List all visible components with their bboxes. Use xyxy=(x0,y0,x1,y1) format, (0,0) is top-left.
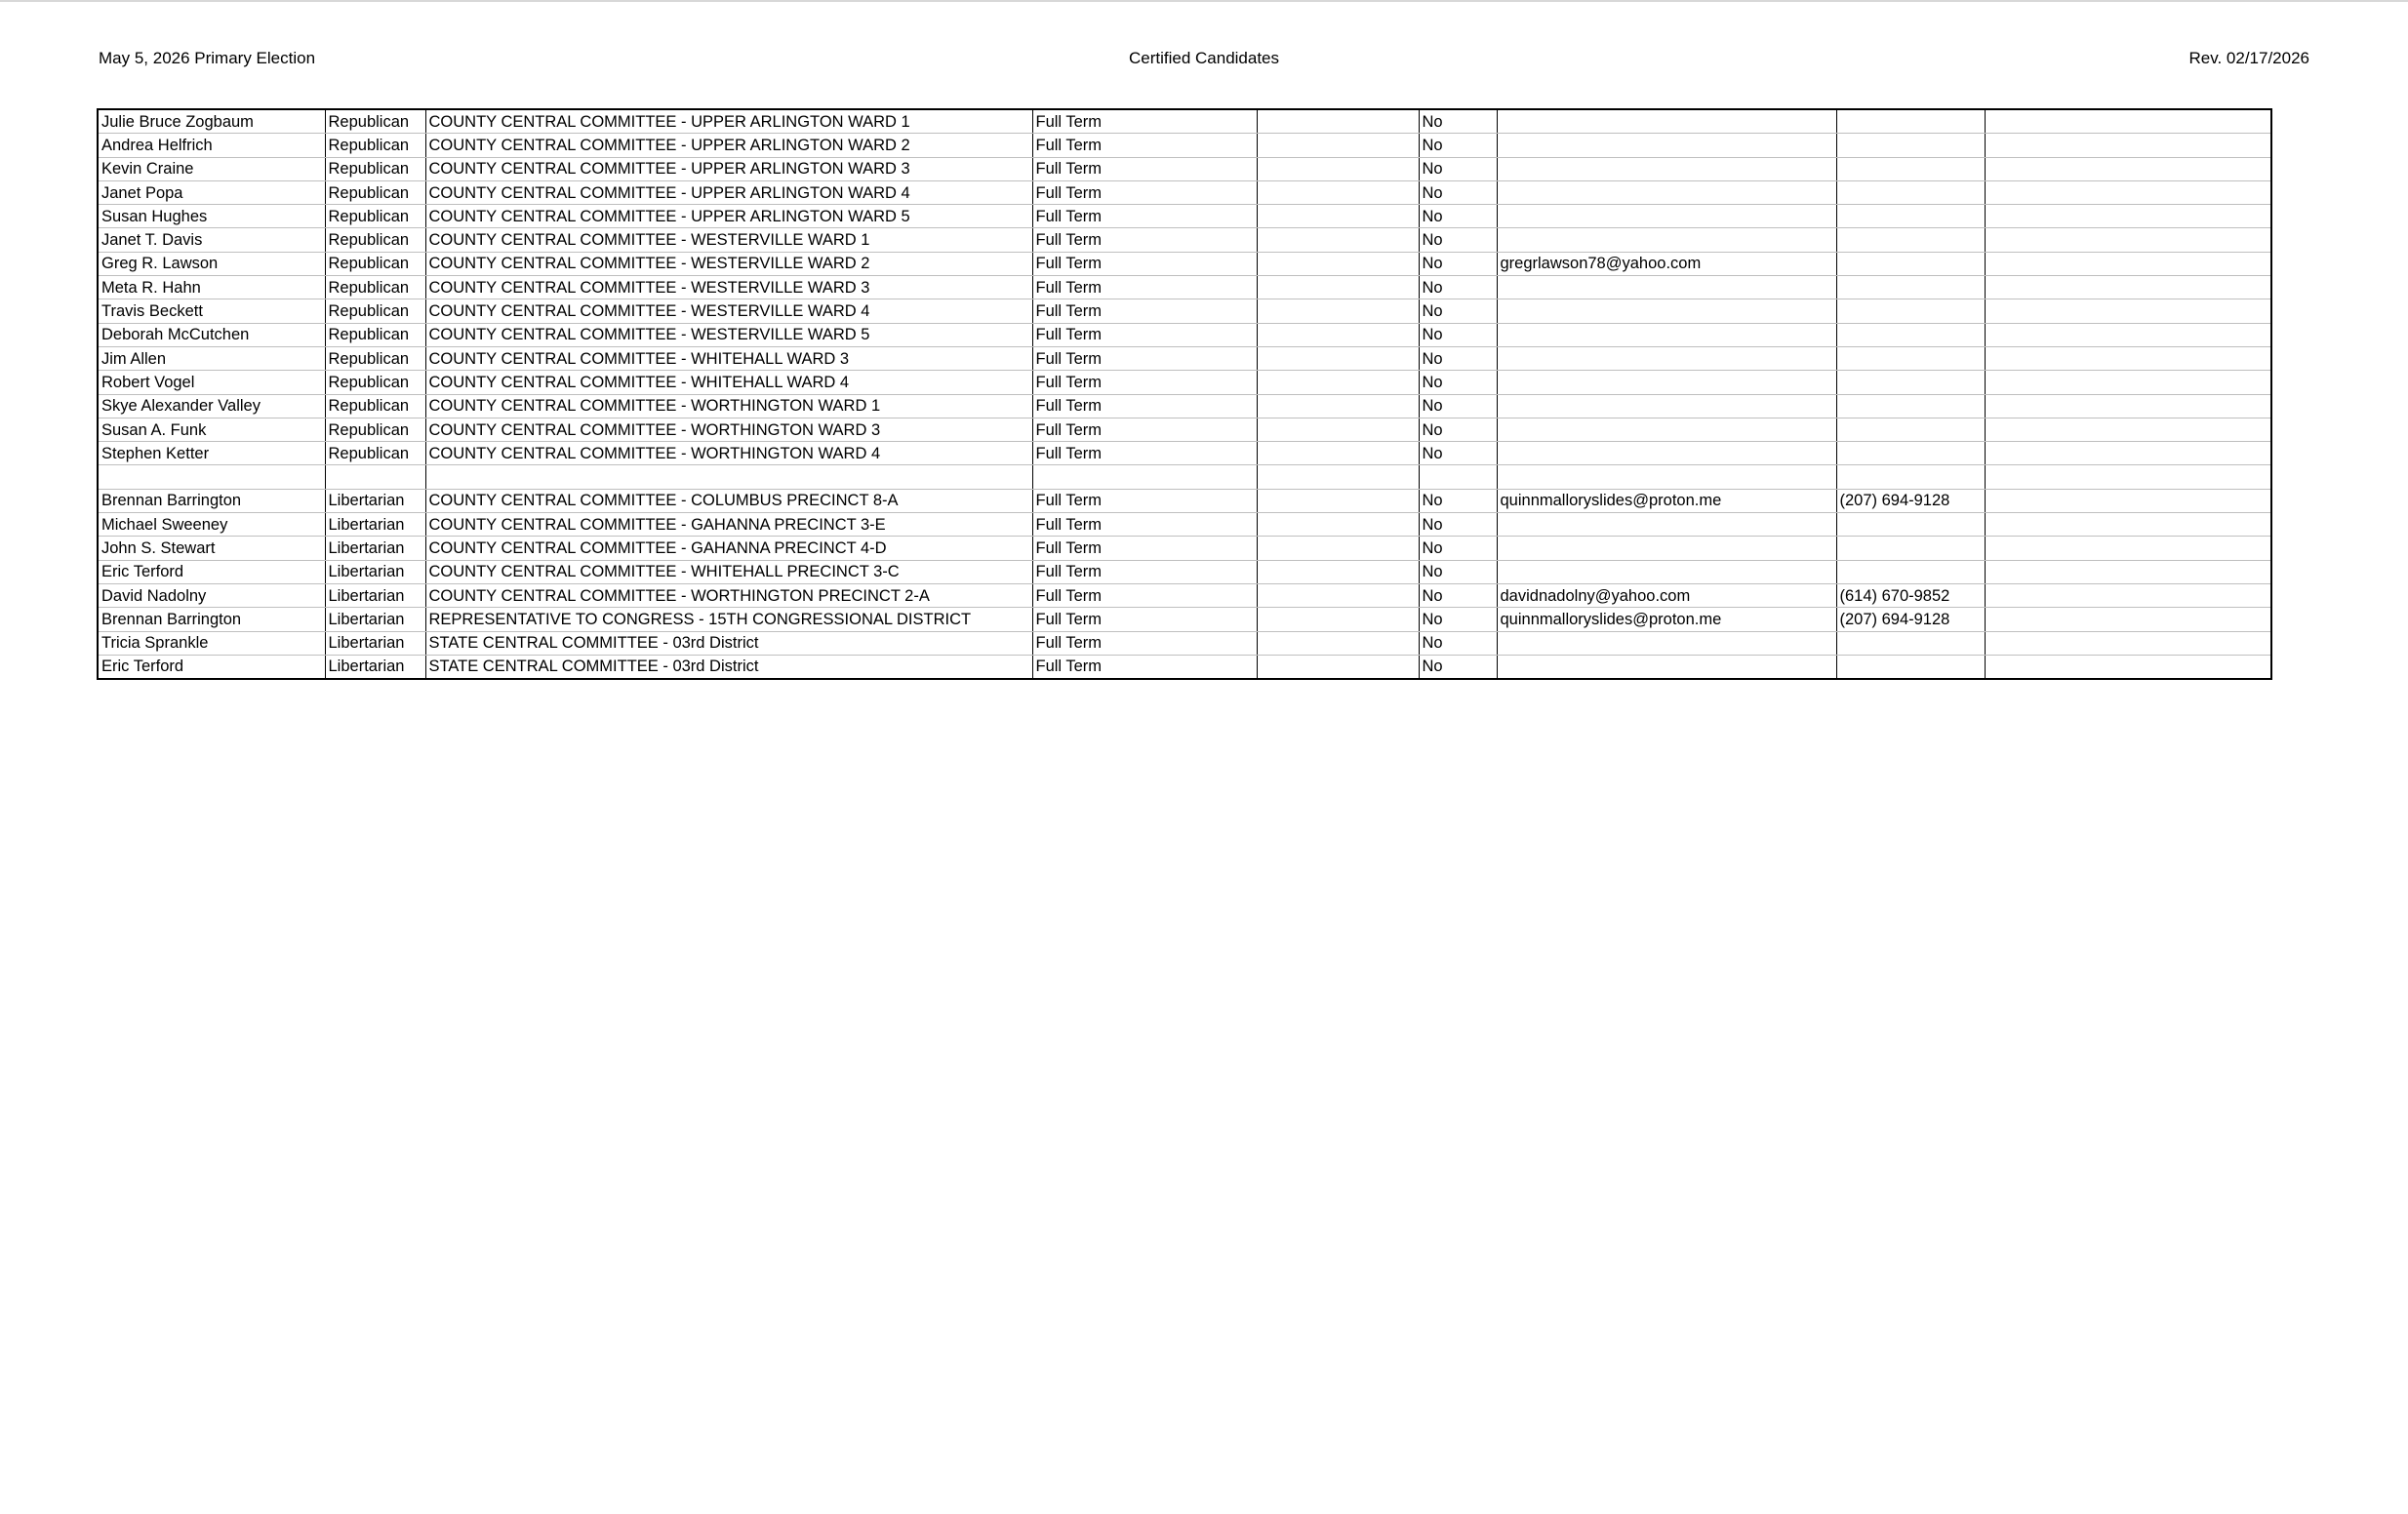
term-cell: Full Term xyxy=(1032,346,1257,370)
phone-cell xyxy=(1836,465,1985,489)
party-cell: Republican xyxy=(325,442,425,465)
email-cell xyxy=(1497,228,1836,252)
office-cell: COUNTY CENTRAL COMMITTEE - WESTERVILLE WARD 4 xyxy=(425,299,1032,323)
blank-cell xyxy=(1257,157,1419,180)
incumbent-cell: No xyxy=(1419,418,1497,441)
candidates-table xyxy=(97,108,2272,680)
table-row xyxy=(98,276,2271,299)
blank-cell xyxy=(1257,276,1419,299)
blank-cell xyxy=(1257,205,1419,228)
candidate-name-cell: Brennan Barrington xyxy=(98,489,325,512)
extra-cell xyxy=(1985,180,2271,204)
phone-cell xyxy=(1836,323,1985,346)
term-cell: Full Term xyxy=(1032,583,1257,607)
phone-cell xyxy=(1836,228,1985,252)
party-cell: Libertarian xyxy=(325,537,425,560)
office-cell: REPRESENTATIVE TO CONGRESS - 15TH CONGRESSIONAL DISTRICT xyxy=(425,608,1032,631)
party-cell: Republican xyxy=(325,252,425,275)
candidate-name-cell: Kevin Craine xyxy=(98,157,325,180)
candidate-name-cell: Tricia Sprankle xyxy=(98,631,325,655)
candidate-name-cell xyxy=(98,465,325,489)
table-row xyxy=(98,513,2271,537)
party-cell: Republican xyxy=(325,323,425,346)
blank-cell xyxy=(1257,299,1419,323)
blank-cell xyxy=(1257,228,1419,252)
table-row xyxy=(98,631,2271,655)
party-cell: Republican xyxy=(325,180,425,204)
term-cell: Full Term xyxy=(1032,205,1257,228)
blank-cell xyxy=(1257,371,1419,394)
table-row xyxy=(98,346,2271,370)
email-cell xyxy=(1497,299,1836,323)
incumbent-cell: No xyxy=(1419,394,1497,418)
incumbent-cell: No xyxy=(1419,180,1497,204)
table-row xyxy=(98,205,2271,228)
table-row xyxy=(98,180,2271,204)
incumbent-cell: No xyxy=(1419,299,1497,323)
blank-cell xyxy=(1257,323,1419,346)
office-cell: COUNTY CENTRAL COMMITTEE - WHITEHALL PRECINCT 3-C xyxy=(425,560,1032,583)
term-cell: Full Term xyxy=(1032,252,1257,275)
extra-cell xyxy=(1985,583,2271,607)
incumbent-cell xyxy=(1419,465,1497,489)
incumbent-cell: No xyxy=(1419,631,1497,655)
term-cell xyxy=(1032,465,1257,489)
extra-cell xyxy=(1985,299,2271,323)
term-cell: Full Term xyxy=(1032,537,1257,560)
table-row xyxy=(98,583,2271,607)
extra-cell xyxy=(1985,228,2271,252)
party-cell: Libertarian xyxy=(325,608,425,631)
candidates-table-body xyxy=(98,109,2271,679)
party-cell: Libertarian xyxy=(325,560,425,583)
phone-cell xyxy=(1836,180,1985,204)
incumbent-cell: No xyxy=(1419,205,1497,228)
extra-cell xyxy=(1985,371,2271,394)
table-row xyxy=(98,560,2271,583)
email-cell xyxy=(1497,346,1836,370)
extra-cell xyxy=(1985,276,2271,299)
table-row xyxy=(98,228,2271,252)
email-cell xyxy=(1497,205,1836,228)
blank-cell xyxy=(1257,608,1419,631)
term-cell: Full Term xyxy=(1032,371,1257,394)
table-row xyxy=(98,299,2271,323)
office-cell: COUNTY CENTRAL COMMITTEE - GAHANNA PRECINCT 3-E xyxy=(425,513,1032,537)
extra-cell xyxy=(1985,442,2271,465)
phone-cell xyxy=(1836,655,1985,679)
extra-cell xyxy=(1985,157,2271,180)
phone-cell xyxy=(1836,631,1985,655)
candidate-name-cell: Travis Beckett xyxy=(98,299,325,323)
table-row xyxy=(98,371,2271,394)
office-cell: COUNTY CENTRAL COMMITTEE - WORTHINGTON WARD 4 xyxy=(425,442,1032,465)
email-cell xyxy=(1497,371,1836,394)
phone-cell: (207) 694-9128 xyxy=(1836,489,1985,512)
candidate-name-cell: Janet T. Davis xyxy=(98,228,325,252)
term-cell: Full Term xyxy=(1032,655,1257,679)
office-cell: STATE CENTRAL COMMITTEE - 03rd District xyxy=(425,631,1032,655)
email-cell xyxy=(1497,180,1836,204)
extra-cell xyxy=(1985,513,2271,537)
candidate-name-cell: David Nadolny xyxy=(98,583,325,607)
phone-cell xyxy=(1836,371,1985,394)
table-row xyxy=(98,489,2271,512)
office-cell: COUNTY CENTRAL COMMITTEE - WESTERVILLE WARD 5 xyxy=(425,323,1032,346)
incumbent-cell: No xyxy=(1419,489,1497,512)
party-cell: Republican xyxy=(325,371,425,394)
email-cell xyxy=(1497,465,1836,489)
term-cell: Full Term xyxy=(1032,608,1257,631)
office-cell: COUNTY CENTRAL COMMITTEE - COLUMBUS PRECINCT 8-A xyxy=(425,489,1032,512)
revision-date: Rev. 02/17/2026 xyxy=(2188,49,2309,67)
email-cell xyxy=(1497,323,1836,346)
extra-cell xyxy=(1985,655,2271,679)
candidate-name-cell: Stephen Ketter xyxy=(98,442,325,465)
party-cell: Republican xyxy=(325,205,425,228)
office-cell: STATE CENTRAL COMMITTEE - 03rd District xyxy=(425,655,1032,679)
email-cell xyxy=(1497,560,1836,583)
term-cell: Full Term xyxy=(1032,109,1257,134)
phone-cell xyxy=(1836,205,1985,228)
incumbent-cell: No xyxy=(1419,252,1497,275)
term-cell: Full Term xyxy=(1032,157,1257,180)
candidate-name-cell: Meta R. Hahn xyxy=(98,276,325,299)
party-cell: Libertarian xyxy=(325,655,425,679)
party-cell: Libertarian xyxy=(325,631,425,655)
incumbent-cell: No xyxy=(1419,157,1497,180)
blank-cell xyxy=(1257,418,1419,441)
phone-cell xyxy=(1836,537,1985,560)
table-row xyxy=(98,442,2271,465)
blank-cell xyxy=(1257,560,1419,583)
incumbent-cell: No xyxy=(1419,583,1497,607)
office-cell: COUNTY CENTRAL COMMITTEE - WESTERVILLE WARD 3 xyxy=(425,276,1032,299)
email-cell xyxy=(1497,394,1836,418)
term-cell: Full Term xyxy=(1032,228,1257,252)
office-cell: COUNTY CENTRAL COMMITTEE - WHITEHALL WARD 4 xyxy=(425,371,1032,394)
candidate-name-cell: Skye Alexander Valley xyxy=(98,394,325,418)
party-cell xyxy=(325,465,425,489)
phone-cell xyxy=(1836,513,1985,537)
phone-cell xyxy=(1836,252,1985,275)
extra-cell xyxy=(1985,109,2271,134)
table-row xyxy=(98,608,2271,631)
party-cell: Republican xyxy=(325,276,425,299)
incumbent-cell: No xyxy=(1419,560,1497,583)
term-cell: Full Term xyxy=(1032,134,1257,157)
blank-cell xyxy=(1257,489,1419,512)
phone-cell xyxy=(1836,394,1985,418)
term-cell: Full Term xyxy=(1032,513,1257,537)
incumbent-cell: No xyxy=(1419,323,1497,346)
table-row xyxy=(98,394,2271,418)
table-row xyxy=(98,252,2271,275)
party-cell: Republican xyxy=(325,134,425,157)
email-cell xyxy=(1497,157,1836,180)
incumbent-cell: No xyxy=(1419,276,1497,299)
incumbent-cell: No xyxy=(1419,228,1497,252)
incumbent-cell: No xyxy=(1419,109,1497,134)
phone-cell: (207) 694-9128 xyxy=(1836,608,1985,631)
office-cell: COUNTY CENTRAL COMMITTEE - UPPER ARLINGTON WARD 4 xyxy=(425,180,1032,204)
office-cell: COUNTY CENTRAL COMMITTEE - WESTERVILLE WARD 2 xyxy=(425,252,1032,275)
incumbent-cell: No xyxy=(1419,134,1497,157)
extra-cell xyxy=(1985,560,2271,583)
term-cell: Full Term xyxy=(1032,442,1257,465)
candidate-name-cell: Janet Popa xyxy=(98,180,325,204)
phone-cell xyxy=(1836,418,1985,441)
office-cell: COUNTY CENTRAL COMMITTEE - WESTERVILLE WARD 1 xyxy=(425,228,1032,252)
candidate-name-cell: Greg R. Lawson xyxy=(98,252,325,275)
extra-cell xyxy=(1985,465,2271,489)
phone-cell xyxy=(1836,442,1985,465)
email-cell xyxy=(1497,442,1836,465)
phone-cell xyxy=(1836,346,1985,370)
incumbent-cell: No xyxy=(1419,442,1497,465)
email-cell xyxy=(1497,134,1836,157)
email-cell xyxy=(1497,418,1836,441)
term-cell: Full Term xyxy=(1032,631,1257,655)
blank-cell xyxy=(1257,513,1419,537)
extra-cell xyxy=(1985,489,2271,512)
candidate-name-cell: Susan Hughes xyxy=(98,205,325,228)
candidate-name-cell: Jim Allen xyxy=(98,346,325,370)
incumbent-cell: No xyxy=(1419,346,1497,370)
email-cell: davidnadolny@yahoo.com xyxy=(1497,583,1836,607)
candidate-name-cell: Eric Terford xyxy=(98,560,325,583)
phone-cell xyxy=(1836,109,1985,134)
email-cell xyxy=(1497,276,1836,299)
table-row xyxy=(98,157,2271,180)
candidate-name-cell: Deborah McCutchen xyxy=(98,323,325,346)
candidate-name-cell: Andrea Helfrich xyxy=(98,134,325,157)
party-cell: Republican xyxy=(325,418,425,441)
email-cell xyxy=(1497,655,1836,679)
incumbent-cell: No xyxy=(1419,655,1497,679)
extra-cell xyxy=(1985,418,2271,441)
party-cell: Republican xyxy=(325,346,425,370)
party-cell: Libertarian xyxy=(325,489,425,512)
candidate-name-cell: Eric Terford xyxy=(98,655,325,679)
table-row xyxy=(98,465,2271,489)
term-cell: Full Term xyxy=(1032,489,1257,512)
blank-cell xyxy=(1257,109,1419,134)
candidate-name-cell: Susan A. Funk xyxy=(98,418,325,441)
table-row xyxy=(98,537,2271,560)
phone-cell xyxy=(1836,299,1985,323)
email-cell xyxy=(1497,537,1836,560)
top-rule xyxy=(0,0,2408,2)
table-row xyxy=(98,655,2271,679)
candidate-name-cell: Robert Vogel xyxy=(98,371,325,394)
party-cell: Republican xyxy=(325,228,425,252)
phone-cell xyxy=(1836,134,1985,157)
incumbent-cell: No xyxy=(1419,513,1497,537)
blank-cell xyxy=(1257,583,1419,607)
office-cell: COUNTY CENTRAL COMMITTEE - WORTHINGTON WARD 3 xyxy=(425,418,1032,441)
incumbent-cell: No xyxy=(1419,371,1497,394)
phone-cell xyxy=(1836,276,1985,299)
email-cell: quinnmalloryslides@proton.me xyxy=(1497,608,1836,631)
table-row xyxy=(98,134,2271,157)
email-cell xyxy=(1497,513,1836,537)
office-cell: COUNTY CENTRAL COMMITTEE - GAHANNA PRECINCT 4-D xyxy=(425,537,1032,560)
party-cell: Libertarian xyxy=(325,583,425,607)
party-cell: Republican xyxy=(325,157,425,180)
office-cell: COUNTY CENTRAL COMMITTEE - UPPER ARLINGTON WARD 1 xyxy=(425,109,1032,134)
email-cell xyxy=(1497,109,1836,134)
email-cell: gregrlawson78@yahoo.com xyxy=(1497,252,1836,275)
phone-cell: (614) 670-9852 xyxy=(1836,583,1985,607)
extra-cell xyxy=(1985,608,2271,631)
blank-cell xyxy=(1257,134,1419,157)
blank-cell xyxy=(1257,252,1419,275)
term-cell: Full Term xyxy=(1032,560,1257,583)
table-row xyxy=(98,109,2271,134)
email-cell: quinnmalloryslides@proton.me xyxy=(1497,489,1836,512)
blank-cell xyxy=(1257,180,1419,204)
office-cell: COUNTY CENTRAL COMMITTEE - UPPER ARLINGTON WARD 5 xyxy=(425,205,1032,228)
candidate-name-cell: John S. Stewart xyxy=(98,537,325,560)
table-row xyxy=(98,323,2271,346)
party-cell: Republican xyxy=(325,394,425,418)
term-cell: Full Term xyxy=(1032,299,1257,323)
extra-cell xyxy=(1985,323,2271,346)
blank-cell xyxy=(1257,465,1419,489)
party-cell: Republican xyxy=(325,109,425,134)
office-cell: COUNTY CENTRAL COMMITTEE - UPPER ARLINGTON WARD 2 xyxy=(425,134,1032,157)
blank-cell xyxy=(1257,394,1419,418)
extra-cell xyxy=(1985,537,2271,560)
candidate-name-cell: Michael Sweeney xyxy=(98,513,325,537)
extra-cell xyxy=(1985,394,2271,418)
term-cell: Full Term xyxy=(1032,418,1257,441)
blank-cell xyxy=(1257,655,1419,679)
office-cell xyxy=(425,465,1032,489)
office-cell: COUNTY CENTRAL COMMITTEE - WORTHINGTON PRECINCT 2-A xyxy=(425,583,1032,607)
email-cell xyxy=(1497,631,1836,655)
election-title: May 5, 2026 Primary Election xyxy=(99,49,316,67)
office-cell: COUNTY CENTRAL COMMITTEE - WORTHINGTON WARD 1 xyxy=(425,394,1032,418)
candidate-name-cell: Brennan Barrington xyxy=(98,608,325,631)
office-cell: COUNTY CENTRAL COMMITTEE - UPPER ARLINGTON WARD 3 xyxy=(425,157,1032,180)
blank-cell xyxy=(1257,442,1419,465)
extra-cell xyxy=(1985,205,2271,228)
document-title: Certified Candidates xyxy=(1128,49,1280,67)
incumbent-cell: No xyxy=(1419,537,1497,560)
party-cell: Libertarian xyxy=(325,513,425,537)
blank-cell xyxy=(1257,537,1419,560)
term-cell: Full Term xyxy=(1032,323,1257,346)
blank-cell xyxy=(1257,346,1419,370)
incumbent-cell: No xyxy=(1419,608,1497,631)
office-cell: COUNTY CENTRAL COMMITTEE - WHITEHALL WARD 3 xyxy=(425,346,1032,370)
phone-cell xyxy=(1836,157,1985,180)
term-cell: Full Term xyxy=(1032,180,1257,204)
extra-cell xyxy=(1985,134,2271,157)
extra-cell xyxy=(1985,346,2271,370)
blank-cell xyxy=(1257,631,1419,655)
extra-cell xyxy=(1985,631,2271,655)
term-cell: Full Term xyxy=(1032,394,1257,418)
party-cell: Republican xyxy=(325,299,425,323)
phone-cell xyxy=(1836,560,1985,583)
candidate-name-cell: Julie Bruce Zogbaum xyxy=(98,109,325,134)
term-cell: Full Term xyxy=(1032,276,1257,299)
table-row xyxy=(98,418,2271,441)
extra-cell xyxy=(1985,252,2271,275)
